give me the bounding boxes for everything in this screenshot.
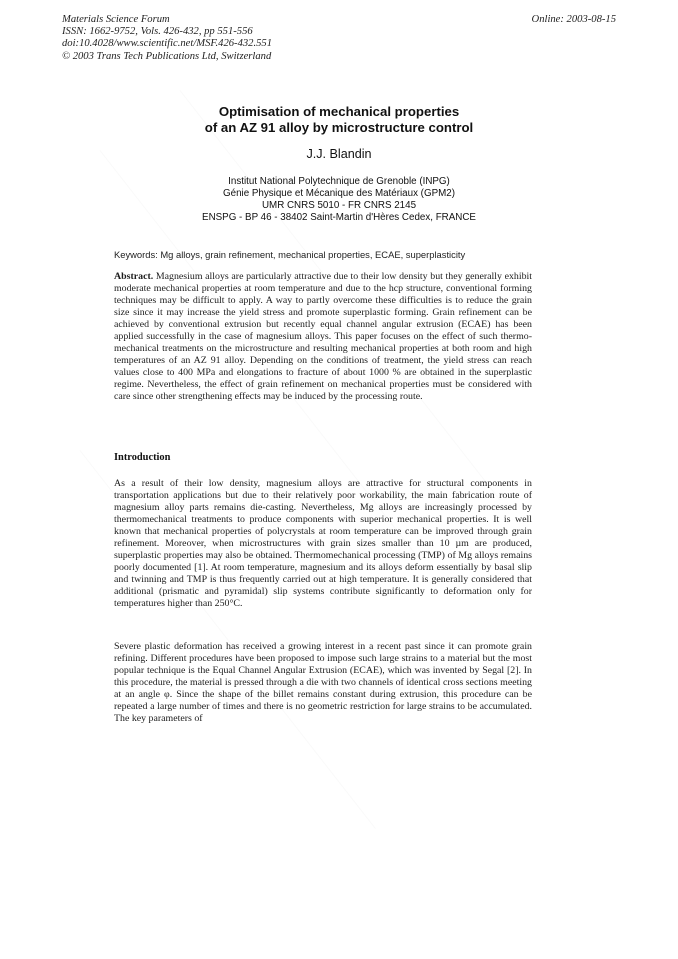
online-date: Online: 2003-08-15	[531, 14, 616, 25]
journal-header	[62, 14, 272, 63]
affiliation-line-1: Institut National Polytechnique de Grenoble (INPG)	[228, 176, 450, 187]
intro-paragraph-1: As a result of their low density, magnesium alloys are attractive for structural components in transportation applications but due to their relatively poor workability, the main fabrication route of magnesium alloy parts remains die-casting. Nevertheless, Mg alloys are increasingly processed by thermomechanical treatments to produce components with superior mechanical properties. It is well known that mechanical properties of polycrystals at room temperature can be improved through grain refinement. Moreover, when microstructures with grain sizes smaller than 10 µm are produced, superplastic properties may also be obtained. Thermomechanical processing (TMP) of Mg alloys remains poorly documented [1]. At room temperature, magnesium and its alloys deform essentially by basal slip and twinning and TMP is thus frequently carried out at high temperature. It is generally considered that additional (prismatic and pyramidal) slip systems contribute significantly to deformation only for temperatures higher than 250°C.	[114, 478, 532, 610]
author-name: J.J. Blandin	[306, 147, 372, 161]
abstract-label: Abstract.	[114, 271, 154, 282]
abstract-text: Magnesium alloys are particularly attractive due to their low density but they generally exhibit moderate mechanical properties at room temperature and due to the hcp structure, conventional forming techniques may be difficult to apply. A way to partly overcome these difficulties is to reduce the grain size since it may increase the yield stress and promote superplastic forming. Grain refinement can be achieved by conventional extrusion but recently equal channel angular extrusion (ECAE) has been applied successfully in the case of magnesium alloys. This paper focuses on the effect of such thermo-mechanical treatments on the microstructure and resulting mechanical properties at both room and high temperatures of an AZ 91 alloy. Depending on the conditions of treatment, the yield stress can reach values close to 400 MPa and elongations to fracture of about 1000 % are obtained in the superplastic regime. Nevertheless, the effect of grain refinement on mechanical properties must be considered with care since other strengthening effects may be induced by the processing route.	[114, 271, 533, 403]
keywords: Keywords: Mg alloys, grain refinement, mechanical properties, ECAE, superplasticity	[114, 249, 466, 260]
title-line-2: of an AZ 91 alloy by microstructure control	[204, 120, 474, 135]
section-heading-introduction: Introduction	[114, 452, 171, 463]
affiliation-line-3: UMR CNRS 5010 - FR CNRS 2145	[261, 200, 417, 211]
affiliation-line-4: ENSPG - BP 46 - 38402 Saint-Martin d'Hères Cedex, FRANCE	[202, 212, 476, 223]
copyright-line: © 2003 Trans Tech Publications Ltd, Switzerland	[62, 50, 272, 62]
abstract	[114, 271, 532, 404]
affiliation	[0, 176, 678, 224]
paper-title	[0, 104, 678, 136]
affiliation-line-2: Génie Physique et Mécanique des Matériaux (GPM2)	[223, 188, 455, 199]
title-line-1: Optimisation of mechanical properties	[218, 104, 460, 119]
intro-paragraph-2: Severe plastic deformation has received a growing interest in a recent past since it can promote grain refining. Different procedures have been proposed to impose such large strains to a material but the most popular technique is the Equal Channel Angular Extrusion (ECAE), which was invented by Segal [2]. In this procedure, the material is pressed through a die with two channels of identical cross sections meeting at an angle φ. Since the shape of the billet remains constant during extrusion, this procedure can be repeated a large number of times and there is no geometric restriction for large strains to be accumulated. The key parameters of	[114, 641, 532, 725]
journal-name: Materials Science Forum	[62, 14, 170, 25]
issn-line: ISSN: 1662-9752, Vols. 426-432, pp 551-556	[62, 26, 253, 38]
doi-line[interactable]: doi:10.4028/www.scientific.net/MSF.426-432.551	[62, 38, 272, 50]
